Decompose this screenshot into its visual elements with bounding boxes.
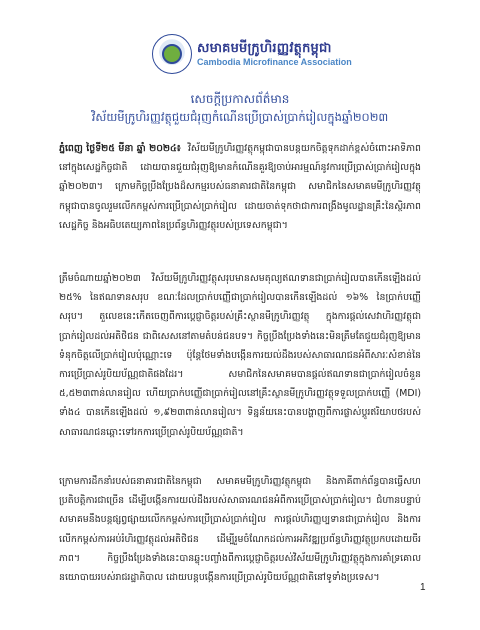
logo-emblem bbox=[162, 44, 182, 64]
association-logo bbox=[152, 34, 192, 74]
document-title: វិស័យមីក្រូហិរញ្ញវត្ថុជួយជំរុញកំណើនប្រើប្រាស់ប្រាក់រៀលក្នុងឆ្នាំ២០២៣ bbox=[91, 110, 389, 124]
paragraph-text: វិស័យមីក្រូហិរញ្ញវត្ថុកម្ពុជាបានបន្តយកចិត្តទុកដាក់ខ្ពស់ចំពោះអាទិភាពនៅក្នុងសេដ្ឋកិច្ចជាតិ ដោយបានជួយជំរុញឱ្យមានកំណើនគួរឱ្យចាប់អារម្មណ៍នូវការប្រើប្រាស់ប្រាក់រៀលក្នុងឆ្នាំ២០២៣។ ក្រោមកិច្ចប្រឹងប្រែងដ៏សកម្មរបស់ធនាគារជាតិនៃកម្ពុជា សមាជិកនៃសមាគមមីក្រូហិរញ្ញវត្ថុកម្ពុជាបានចូលរួមលើកកម្ពស់ការប្រើប្រាស់ប្រាក់រៀល ដោយចាត់ទុកថាជាការពង្រឹងមូលដ្ឋានគ្រឹះនៃស្ថិរភាពសេដ្ឋកិច្ច និងអធិបតេយ្យភាពនៃប្រព័ន្ធហិរញ្ញវត្ថុរបស់ប្រទេសកម្ពុជា។ bbox=[59, 143, 421, 231]
document-type-title: សេចក្តីប្រកាសព័ត៌មាន bbox=[190, 92, 290, 106]
organization-name bbox=[197, 42, 352, 67]
paragraph-text: ត្រឹមចំណាយឆ្នាំ២០២៣ វិស័យមីក្រូហិរញ្ញវត្ថុសរុបមានសមតុល្យឥណទានជាប្រាក់រៀលបានកើនឡើងដល់ ២៥% នៃឥណទានសរុប ខណៈដែលប្រាក់បញ្ញើជាប្រាក់រៀលបានកើនឡើងដល់ ១៦% នៃប្រាក់បញ្ញើសរុប។ តួលេខនេះកើតចេញពីការប្តេជ្ញាចិត្តរបស់គ្រឹះស្ថានមីក្រូហិរញ្ញវត្ថុ ក្នុងការផ្តល់សេវាហិរញ្ញវត្ថុជាប្រាក់រៀលដល់អតិថិជន ជាពិសេសនៅតាមតំបន់ជនបទ។ កិច្ចប្រឹងប្រែងទាំងនេះមិនត្រឹមតែជួយជំរុញឱ្យមានទំនុកចិត្តលើប្រាក់រៀលប៉ុណ្ណោះទេ ប៉ុន្តែថែមទាំងបង្កើនការយល់ដឹងរបស់សាធារណជនអំពីសារៈសំខាន់នៃការប្រើប្រាស់រូបិយប័ណ្ណជាតិផងដែរ។ សមាជិកនៃសមាគមបានផ្តល់ឥណទានជាប្រាក់រៀលចំនួន ៥,៥២៣ពាន់លានរៀល ហើយប្រាក់បញ្ញើជាប្រាក់រៀលនៅគ្រឹះស្ថានមីក្រូហិរញ្ញវត្ថុទទួលប្រាក់បញ្ញើ (MDI) ទាំង៤ បានកើនឡើងដល់ ១,៩២៣ពាន់លានរៀល។ ទិន្នន័យនេះបានបង្ហាញពីការផ្លាស់ប្តូរឥរិយាបថរបស់សាធារណជនឆ្ពោះទៅរកការប្រើប្រាស់រូបិយប័ណ្ណជាតិ។ bbox=[59, 273, 421, 438]
body-paragraph-3 bbox=[59, 472, 421, 589]
org-name-khmer: សមាគមមីក្រូហិរញ្ញវត្ថុកម្ពុជា bbox=[197, 40, 332, 56]
paragraph-text: ក្រោមការដឹកនាំរបស់ធនាគារជាតិនៃកម្ពុជា សមាគមមីក្រូហិរញ្ញវត្ថុកម្ពុជា និងភាគីពាក់ព័ន្ធបានធ្វើសហប្រតិបត្តិការជាច្រើន ដើម្បីបង្កើនការយល់ដឹងរបស់សាធារណជនអំពីការប្រើប្រាស់ប្រាក់រៀល។ ជំហានបន្ទាប់ សមាគមនឹងបន្តផ្សព្វផ្សាយលើកកម្ពស់ការប្រើប្រាស់ប្រាក់រៀល ការផ្តល់ហិរញ្ញប្បទានជាប្រាក់រៀល និងការលើកកម្ពស់ការអប់រំហិរញ្ញវត្ថុដល់អតិថិជន ដើម្បីរួមចំណែកដល់ការអភិវឌ្ឍប្រព័ន្ធហិរញ្ញវត្ថុប្រកបដោយចីរភាព។ កិច្ចប្រឹងប្រែងទាំងនេះបានឆ្លុះបញ្ចាំងពីការប្តេជ្ញាចិត្តរបស់វិស័យមីក្រូហិរញ្ញវត្ថុក្នុងការគាំទ្រគោលនយោបាយរបស់រាជរដ្ឋាភិបាល ដោយបន្តបង្កើនការប្រើប្រាស់រូបិយប័ណ្ណជាតិនៅទូទាំងប្រទេស។ bbox=[59, 476, 421, 584]
body-paragraph-2 bbox=[59, 269, 421, 462]
org-name-english: Cambodia Microfinance Association bbox=[197, 56, 352, 67]
body-paragraph-1 bbox=[59, 139, 421, 256]
page-number: 1 bbox=[420, 582, 426, 593]
dateline: ភ្នំពេញ ថ្ងៃទី២៥ មីនា ឆ្នាំ ២០២៤៖ bbox=[59, 143, 181, 154]
organization-header bbox=[152, 34, 352, 74]
